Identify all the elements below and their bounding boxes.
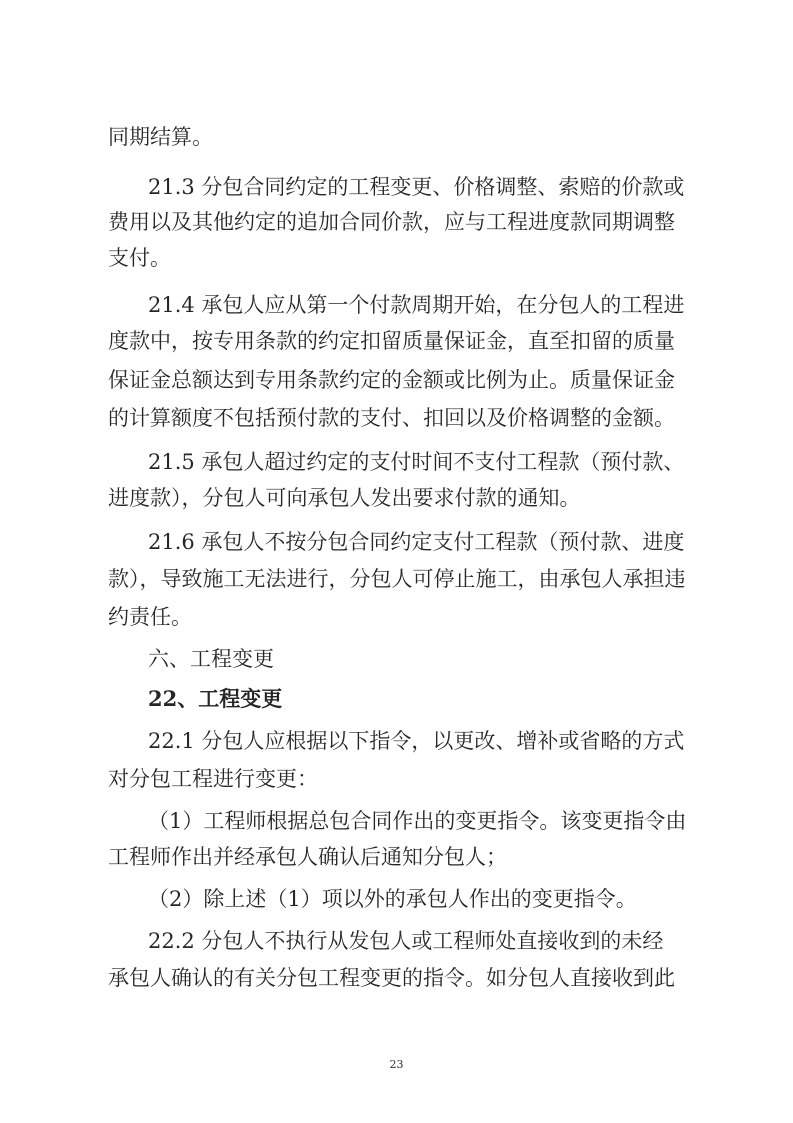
- text-line: （2）除上述（1）项以外的承包人作出的变更指令。: [148, 887, 637, 911]
- text-line: 保证金总额达到专用条款约定的金额或比例为止。质量保证金: [108, 368, 675, 392]
- text-line: 进度款），分包人可向承包人发出要求付款的通知。: [108, 486, 581, 510]
- text-line: 同期结算。: [108, 125, 213, 149]
- text-line: 对分包工程进行变更：: [108, 767, 318, 791]
- section-heading: 六、工程变更: [148, 647, 274, 671]
- text-line: 款），导致施工无法进行，分包人可停止施工，由承包人承担违: [108, 567, 686, 591]
- text-line: 承包人确认的有关分包工程变更的指令。如分包人直接收到此: [108, 966, 675, 990]
- page-number: 23: [389, 1058, 404, 1071]
- text-line: 支付。: [108, 246, 171, 270]
- text-line: 21.4 承包人应从第一个付款周期开始，在分包人的工程进: [148, 293, 685, 317]
- clause-heading: 22、工程变更: [148, 686, 283, 711]
- text-line: 费用以及其他约定的追加合同价款，应与工程进度款同期调整: [108, 210, 675, 234]
- text-line: 22.2 分包人不执行从发包人或工程师处直接收到的未经: [148, 929, 664, 953]
- text-line: 21.3 分包合同约定的工程变更、价格调整、索赔的价款或: [148, 175, 685, 199]
- text-line: 的计算额度不包括预付款的支付、扣回以及价格调整的金额。: [108, 406, 675, 430]
- text-line: 约责任。: [108, 605, 192, 629]
- text-line: 度款中，按专用条款的约定扣留质量保证金，直至扣留的质量: [108, 329, 675, 353]
- text-line: 工程师作出并经承包人确认后通知分包人；: [108, 845, 507, 869]
- text-line: 21.5 承包人超过约定的支付时间不支付工程款（预付款、: [148, 450, 685, 474]
- text-line: 21.6 承包人不按分包合同约定支付工程款（预付款、进度: [148, 530, 685, 554]
- text-line: 22.1 分包人应根据以下指令，以更改、增补或省略的方式: [148, 729, 685, 753]
- text-line: （1）工程师根据总包合同作出的变更指令。该变更指令由: [148, 809, 687, 833]
